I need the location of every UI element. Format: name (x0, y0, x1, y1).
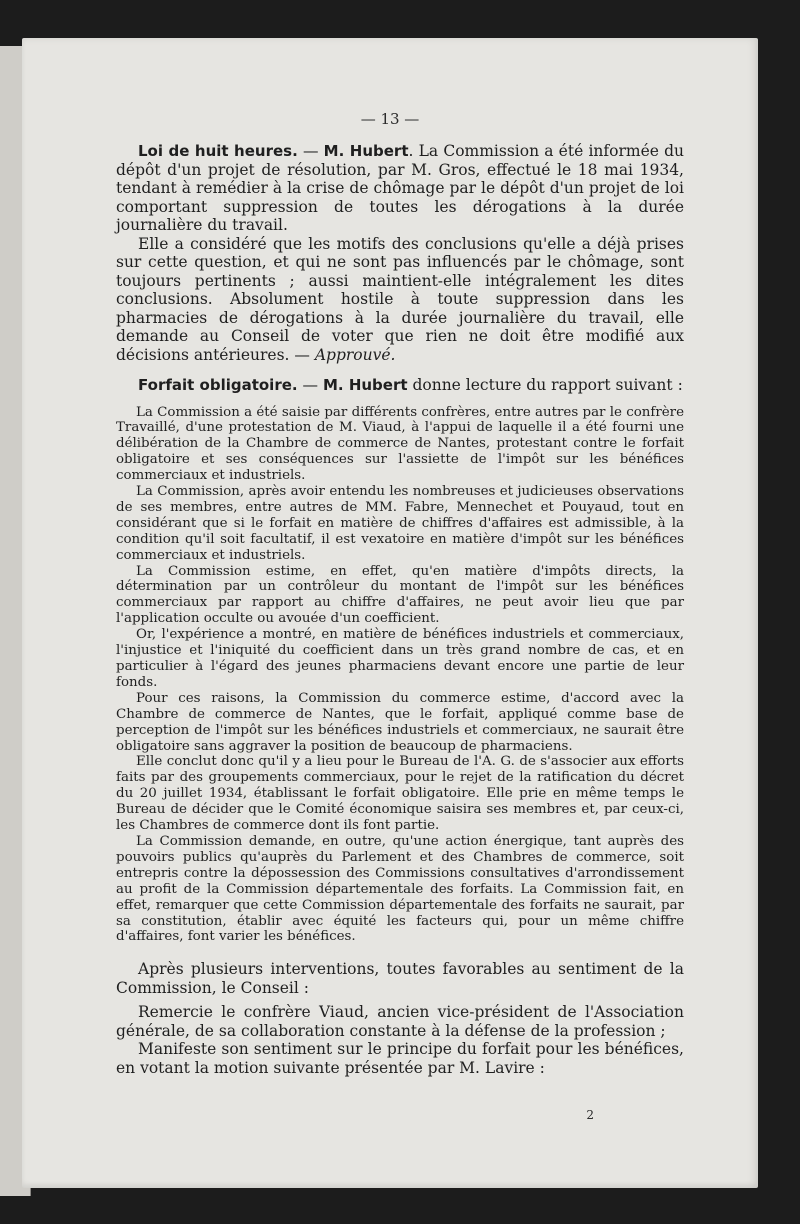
report-paragraph: Or, l'expérience a montré, en matière de bénéfices industriels et commerciaux, l'injustice et l'iniquité du coefficient dans un très grand nombre de cas, et en particulier à l'égard des jeunes pharmaciens devant encore une partie de leur fonds. (116, 627, 684, 690)
section2-speaker: M. Hubert (322, 376, 408, 394)
section1-speaker: M. Hubert (323, 142, 409, 160)
council-decision (116, 960, 684, 1077)
section-loi-huit-heures (116, 142, 684, 364)
section2-dash: — (297, 376, 323, 394)
section2-intro (116, 376, 684, 395)
report-paragraph: Elle conclut donc qu'il y a lieu pour le Bureau de l'A. G. de s'associer aux efforts faits par des groupements commerciaux, pour le rejet de la ratification du décret du 20 juillet 1934, établissant le forfait obligatoire. Elle prie en même temps le Bureau de décider que le Comité économique saisira ses membres et, par ceux-ci, les Chambres de commerce dont ils font partie. (116, 754, 684, 834)
section1-paragraph-1 (116, 142, 684, 235)
report-paragraph: La Commission demande, en outre, qu'une action énergique, tant auprès des pouvoirs publics qu'auprès du Parlement et des Chambres de commerce, soit entrepris contre la dépossession des Commissions consultatives d'arrondissement au profit de la Commission départementale des forfaits. La Commission fait, en effet, remarquer que cette Commission départementale des forfaits ne saurait, par sa constitution, établir avec équité les facteurs qui, pour un même chiffre d'affaires, font varier les bénéfices. (116, 833, 684, 945)
section2-heading: Forfait obligatoire. (138, 376, 298, 394)
section1-heading: Loi de huit heures. (138, 142, 298, 160)
section1-text: . La Commission a été informée du dépôt d'un projet de résolution, par M. Gros, effectué le 18 mai 1934, tendant à remédier à la crise de chômage par le dépôt d'un projet de loi comportant suppression de toutes les dérogations à la durée journalière du travail. (116, 142, 685, 234)
decision-paragraph: Remercie le confrère Viaud, ancien vice-président de l'Association générale, de sa collaboration constante à la défense de la profession ; (116, 1003, 684, 1040)
section1-p2-text: Elle a considéré que les motifs des conclusions qu'elle a déjà prises sur cette question, et qui ne sont pas influencés par le chômage, sont toujours pertinents ; aussi maintient-elle intégralement les dites conclusions. Absolument hostile à toute suppression dans les pharmacies de dérogations à la durée journalière du travail, elle demande au Conseil de voter que rien ne doit être modifié aux décisions antérieures. — (116, 234, 684, 364)
report-paragraph: Pour ces raisons, la Commission du commerce estime, d'accord avec la Chambre de commerce de Nantes, que le forfait, appliqué comme base de perception de l'impôt sur les bénéfices industriels et commerciaux, ne saurait être obligatoire sans aggraver la position de beaucoup de pharmaciens. (116, 690, 684, 754)
approved-mark: Approuvé. (314, 345, 396, 364)
decision-paragraph: Après plusieurs interventions, toutes favorables au sentiment de la Commission, le Conseil : (116, 960, 684, 997)
decision-paragraph: Manifeste son sentiment sur le principe du forfait pour les bénéfices, en votant la motion suivante présentée par M. Lavire : (116, 1040, 684, 1077)
report-paragraph: La Commission a été saisie par différents confrères, entre autres par le confrère Travaillé, d'une protestation de M. Viaud, à l'appui de laquelle il a été fourni une délibération de la Chambre de commerce de Nantes, protestant contre le forfait obligatoire et ses conséquences sur l'assiette de l'impôt sur les bénéfices commerciaux et industriels. (116, 404, 684, 484)
section2-intro-text: donne lecture du rapport suivant : (407, 376, 683, 394)
page-number: — 13 — (360, 110, 420, 128)
section1-paragraph-2 (116, 235, 684, 365)
footer-signature-number: 2 (586, 1108, 594, 1122)
section-forfait-obligatoire (116, 376, 684, 395)
commission-report (116, 405, 684, 946)
report-paragraph: La Commission, après avoir entendu les nombreuses et judicieuses observations de ses membres, entre autres de MM. Fabre, Mennechet et Pouyaud, tout en considérant que si le forfait en matière de chiffres d'affaires est admissible, à la condition qu'il soit facultatif, il est vexatoire en matière d'impôt sur les bénéfices commerciaux et industriels. (116, 484, 684, 563)
report-paragraph: La Commission estime, en effet, qu'en matière d'impôts directs, la détermination par un contrôleur du montant de l'impôt sur les bénéfices commerciaux par rapport au chiffre d'affaires, ne peut avoir lieu que par l'application occulte ou avouée d'un coefficient. (116, 563, 684, 627)
page-content (116, 142, 684, 1077)
document-page (22, 38, 758, 1188)
section1-dash: — (297, 142, 324, 160)
